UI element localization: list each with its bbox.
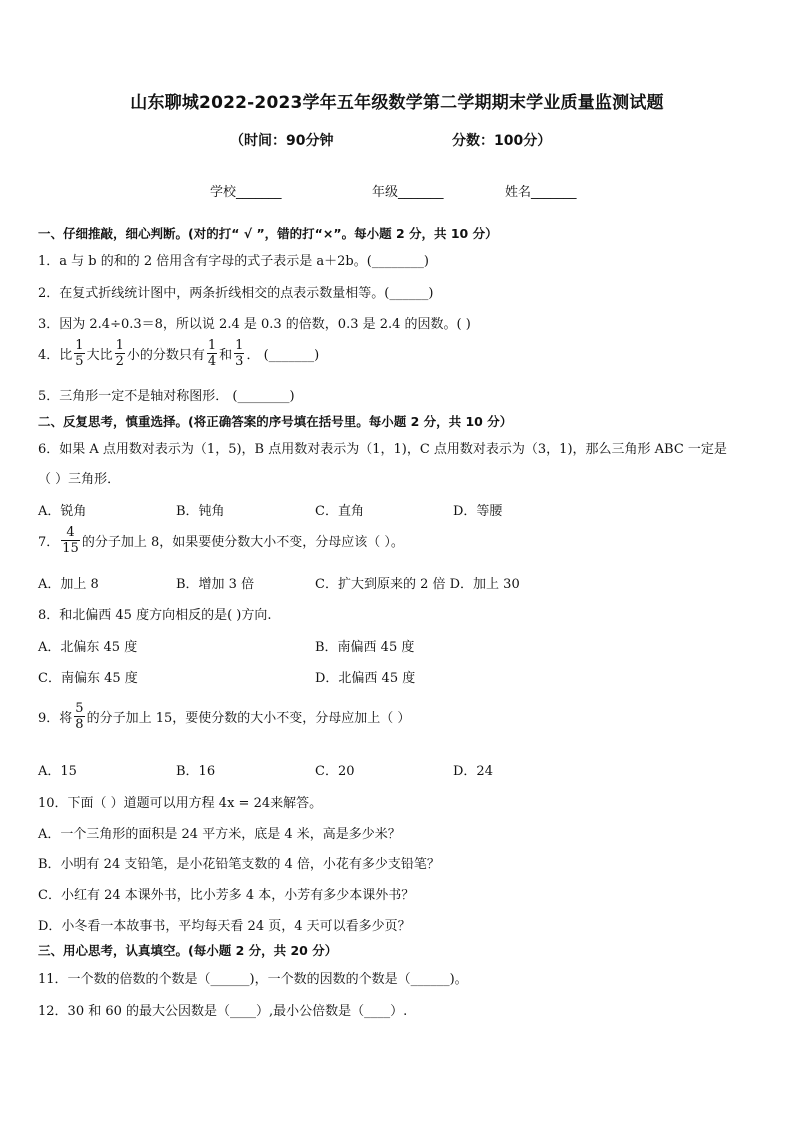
- name-field[interactable]: 姓名_______: [505, 185, 577, 200]
- q6-option-b: B．钝角: [176, 504, 225, 519]
- q9-option-d: D．24: [453, 764, 493, 779]
- question-6-line-2: （ ）三角形．: [38, 472, 121, 487]
- exam-score: 分数：100分）: [452, 133, 552, 149]
- question-8: 8．和北偏西 45 度方向相反的是( )方向.: [38, 608, 272, 623]
- question-6-line-1: 6．如果 A 点用数对表示为（1，5)，B 点用数对表示为（1，1)，C 点用数对表示为（3，1)，那么三角形 ABC 一定是: [38, 442, 727, 457]
- section-2-heading: 二、反复思考，慎重选择。(将正确答案的序号填在括号里。每小题 2 分，共 10 分）: [38, 414, 513, 429]
- question-5: 5．三角形一定不是轴对称图形． (________): [38, 389, 295, 404]
- question-1: 1．a 与 b 的和的 2 倍用含有字母的式子表示是 a＋2b。(________): [38, 254, 429, 269]
- exam-time: （时间：90分钟: [230, 133, 334, 149]
- question-12: 12．30 和 60 的最大公因数是（____）,最小公倍数是（____）.: [38, 1004, 408, 1019]
- q8-option-d: D．北偏西 45 度: [315, 671, 416, 686]
- q9-option-c: C．20: [315, 764, 355, 779]
- question-10: 10．下面（ ）道题可以用方程 4x = 24来解答。: [38, 796, 323, 811]
- grade-field[interactable]: 年级_______: [372, 185, 444, 200]
- exam-title: 山东聊城2022-2023学年五年级数学第二学期期末学业质量监测试题: [130, 93, 664, 113]
- fraction-four-fifteenths: $\frac{4}{15}$: [62, 525, 79, 556]
- q8-option-b: B．南偏西 45 度: [315, 640, 415, 655]
- section-1-heading: 一、仔细推敲，细心判断。(对的打“ √ ”，错的打“×”。每小题 2 分，共 10 分）: [38, 226, 498, 241]
- q10-option-d: D．小冬看一本故事书，平均每天看 24 页，4 天可以看多少页？: [38, 919, 411, 934]
- school-field[interactable]: 学校_______: [210, 185, 282, 200]
- q8-option-a: A．北偏东 45 度: [38, 640, 138, 655]
- q9-option-a: A．15: [38, 764, 77, 779]
- q6-option-c: C．直角: [315, 504, 364, 519]
- fraction-five-eighths: $\frac{5}{8}$: [75, 701, 84, 732]
- q10-option-c: C．小红有 24 本课外书，比小芳多 4 本，小芳有多少本课外书？: [38, 888, 415, 903]
- fraction-one-third: $\frac{1}{3}$: [235, 338, 244, 369]
- question-3: 3．因为 2.4÷0.3＝8，所以说 2.4 是 0.3 的倍数，0.3 是 2.4 的因数。( ): [38, 317, 471, 332]
- question-2: 2．在复式折线统计图中，两条折线相交的点表示数量相等。(______): [38, 286, 434, 301]
- q9-option-b: B．16: [176, 764, 216, 779]
- fraction-one-fifth: $\frac{1}{5}$: [75, 338, 84, 369]
- q6-option-a: A．锐角: [38, 504, 87, 519]
- question-9: 9．将 $\frac{5}{8}$ 的分子加上 15，要使分数的大小不变，分母应加上（ ）: [38, 701, 411, 732]
- q6-option-d: D．等腰: [453, 504, 503, 519]
- fraction-one-fourth: $\frac{1}{4}$: [207, 338, 217, 369]
- question-7: 7． $\frac{4}{15}$ 的分子加上 8，如果要使分数大小不变，分母应该（ ）。: [38, 525, 404, 556]
- q8-option-c: C．南偏东 45 度: [38, 671, 138, 686]
- fraction-one-half: $\frac{1}{2}$: [115, 338, 124, 369]
- q10-option-a: A．一个三角形的面积是 24 平方米，底是 4 米，高是多少米？: [38, 827, 401, 842]
- question-4: 4．比 $\frac{1}{5}$ 大比 $\frac{1}{2}$ 小的分数只有 $\frac{1}{4}$ 和 $\frac{1}{3}$ ． (_______): [38, 338, 320, 369]
- section-3-heading: 三、用心思考，认真填空。(每小题 2 分，共 20 分）: [38, 943, 338, 958]
- question-11: 11．一个数的倍数的个数是（______)，一个数的因数的个数是（______)。: [38, 972, 468, 987]
- q10-option-b: B．小明有 24 支铅笔，是小花铅笔支数的 4 倍，小花有多少支铅笔？: [38, 857, 440, 872]
- q7-option-a: A．加上 8: [38, 577, 99, 592]
- q7-option-b: B．增加 3 倍: [176, 577, 255, 592]
- q7-option-c-d: C．扩大到原来的 2 倍 D．加上 30: [315, 577, 520, 592]
